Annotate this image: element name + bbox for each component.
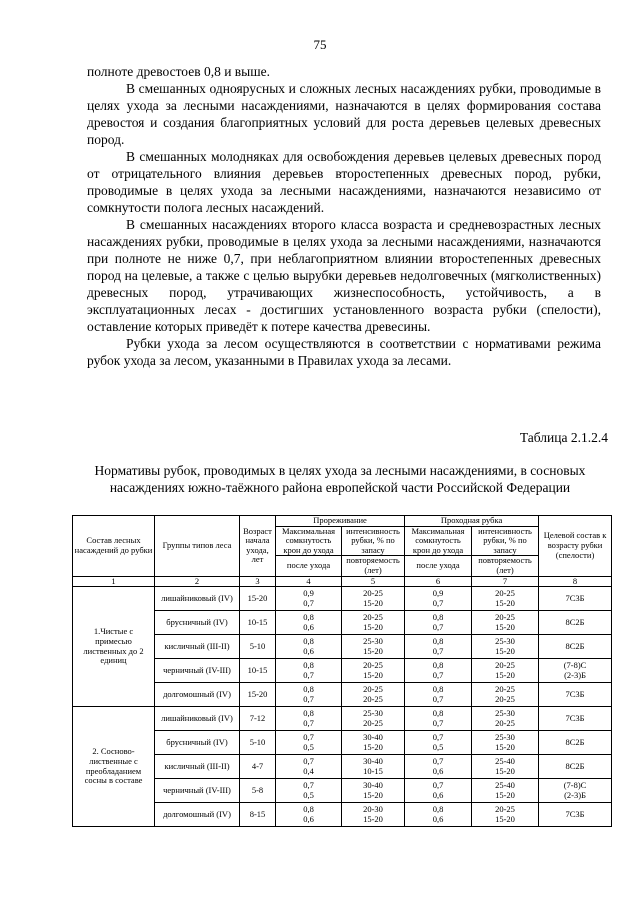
thinning-density-cell	[276, 731, 342, 755]
thinning-density-cell	[276, 635, 342, 659]
target-composition-value: 8С2Б	[565, 760, 585, 771]
target-composition-cell	[539, 731, 612, 755]
thinning-density-cell	[276, 803, 342, 827]
start-age-cell: 15-20	[240, 587, 276, 611]
target-composition-cell	[539, 755, 612, 779]
passage-density-cell	[405, 635, 472, 659]
start-age-cell: 15-20	[240, 683, 276, 707]
start-age-cell: 5-10	[240, 731, 276, 755]
passage-intensity-value: 15-20	[495, 645, 515, 656]
thinning-density-value: 0,8	[303, 636, 314, 647]
thinning-intensity-value: 25-30	[363, 708, 383, 719]
passage-intensity-value: 20-25	[495, 588, 515, 599]
thinning-intensity-cell	[342, 659, 405, 683]
thinning-intensity-cell	[342, 731, 405, 755]
paragraph: В смешанных насаждениях второго класса возраста и средневозрастных лесных насаждениях рубки, проводимые в целях ухода за лесными насаждениями, назначаются при полноте не ниже 0,7, при неблагоприятном влиянии второстепенных древесных пород на целевые, а также с целью вырубки деревьев недолговечных (мягколиственных) древесных пород, утрачивающих жизнеспособность, устойчивость, а в эксплуатационных лесах - достигших установленного возраста рубки (спелости), оставление которых приведёт к потере качества древесины.	[87, 217, 601, 334]
forest-type-cell: черничный (IV-III)	[155, 659, 240, 683]
passage-intensity-value: 15-20	[495, 789, 515, 800]
thinning-density-cell	[276, 611, 342, 635]
thinning-intensity-value: 30-40	[363, 732, 383, 743]
thinning-intensity-cell	[342, 707, 405, 731]
thinning-density-cell	[276, 659, 342, 683]
composition-cell: 1.Чистые с примесью лиственных до 2 единиц	[73, 587, 155, 707]
forest-type-cell: лишайниковый (IV)	[155, 707, 240, 731]
passage-density-cell	[405, 611, 472, 635]
thinning-density-value: 0,7	[303, 732, 314, 743]
header-target: Целевой состав к возрасту рубки (спелости)	[539, 516, 612, 577]
target-composition-cell	[539, 707, 612, 731]
thinning-density-cell	[276, 755, 342, 779]
passage-density-cell	[405, 779, 472, 803]
passage-intensity-cell	[472, 659, 539, 683]
target-composition-cell	[539, 587, 612, 611]
passage-intensity-value: 15-20	[495, 741, 515, 752]
passage-density-value: 0,6	[432, 789, 444, 800]
passage-intensity-value: 15-20	[495, 597, 515, 608]
passage-density-value: 0,7	[432, 669, 444, 680]
thinning-intensity-cell	[342, 683, 405, 707]
forest-type-cell: кисличный (III-II)	[155, 635, 240, 659]
target-composition-cell	[539, 659, 612, 683]
thinning-density-value: 0,6	[303, 621, 314, 632]
passage-density-cell	[405, 683, 472, 707]
target-composition-value: (2-3)Б	[564, 789, 586, 800]
target-composition-value: (7-8)С	[563, 660, 587, 671]
header-thinning: Прореживание	[276, 516, 405, 527]
thinning-density-value: 0,4	[303, 765, 314, 776]
thinning-intensity-value: 15-20	[363, 813, 383, 824]
passage-density-value: 0,8	[432, 708, 444, 719]
column-number: 3	[240, 576, 276, 587]
thinning-intensity-value: 20-25	[363, 588, 383, 599]
thinning-density-value: 0,8	[303, 660, 314, 671]
header-forest-types: Группы типов леса	[155, 516, 240, 577]
thinning-density-value: 0,8	[303, 708, 314, 719]
thinning-density-value: 0,7	[303, 669, 314, 680]
paragraph: В смешанных одноярусных и сложных лесных насаждениях рубки, проводимые в целях ухода за лесными насаждениями, назначаются в целях формирования состава древостоя и создания благоприятных условий для роста деревьев целевых древесных пород.	[87, 81, 601, 147]
target-composition-value: 8С2Б	[565, 736, 585, 747]
table-body	[73, 587, 612, 827]
passage-density-cell	[405, 803, 472, 827]
passage-intensity-cell	[472, 635, 539, 659]
thinning-density-value: 0,8	[303, 804, 314, 815]
thinning-density-cell	[276, 707, 342, 731]
body-text	[87, 63, 601, 369]
column-number: 5	[342, 576, 405, 587]
forest-type-cell: долгомошный (IV)	[155, 803, 240, 827]
thinning-intensity-value: 30-40	[363, 780, 383, 791]
thinning-intensity-value: 15-20	[363, 789, 383, 800]
table-row	[73, 587, 612, 611]
passage-density-cell	[405, 659, 472, 683]
passage-intensity-value: 20-25	[495, 693, 515, 704]
thinning-density-value: 0,8	[303, 684, 314, 695]
thinning-density-value: 0,7	[303, 780, 314, 791]
target-composition-value: 7С3Б	[565, 712, 585, 723]
passage-density-value: 0,7	[432, 756, 444, 767]
target-composition-cell	[539, 779, 612, 803]
thinning-density-value: 0,6	[303, 813, 314, 824]
passage-intensity-value: 25-40	[495, 780, 515, 791]
passage-density-value: 0,8	[432, 636, 444, 647]
column-number: 1	[73, 576, 155, 587]
thinning-density-cell	[276, 779, 342, 803]
start-age-cell: 10-15	[240, 611, 276, 635]
thinning-density-cell	[276, 587, 342, 611]
passage-intensity-cell	[472, 779, 539, 803]
thinning-intensity-value: 20-25	[363, 612, 383, 623]
thinning-density-value: 0,7	[303, 693, 314, 704]
target-composition-value: 7С3Б	[565, 592, 585, 603]
passage-density-value: 0,8	[432, 660, 444, 671]
forest-type-cell: брусничный (IV)	[155, 611, 240, 635]
thinning-intensity-value: 20-25	[363, 660, 383, 671]
passage-intensity-value: 15-20	[495, 669, 515, 680]
thinning-intensity-value: 15-20	[363, 597, 383, 608]
target-composition-value: 7С3Б	[565, 808, 585, 819]
thinning-intensity-cell	[342, 803, 405, 827]
start-age-cell: 5-10	[240, 635, 276, 659]
header-max-density: Максимальная сомкнутость крон до ухода	[276, 526, 342, 556]
thinning-intensity-value: 20-25	[363, 693, 383, 704]
passage-intensity-value: 25-30	[495, 708, 515, 719]
passage-density-value: 0,8	[432, 612, 444, 623]
norms-table	[72, 515, 612, 827]
thinning-intensity-value: 20-25	[363, 717, 383, 728]
passage-intensity-cell	[472, 587, 539, 611]
passage-intensity-value: 15-20	[495, 813, 515, 824]
forest-type-cell: черничный (IV-III)	[155, 779, 240, 803]
target-composition-value: (2-3)Б	[564, 669, 586, 680]
thinning-density-value: 0,6	[303, 645, 314, 656]
column-number: 4	[276, 576, 342, 587]
paragraph: В смешанных молодняках для освобождения деревьев целевых древесных пород от отрицательного влияния деревьев второстепенных древесных пород, рубки, проводимые в целях ухода за лесными насаждениями, назначаются независимо от сомкнутости полога лесных насаждений.	[87, 149, 601, 215]
composition-cell: 2. Сосново-лиственные с преобладанием сосны в составе	[73, 707, 155, 827]
passage-intensity-cell	[472, 707, 539, 731]
passage-intensity-value: 15-20	[495, 621, 515, 632]
thinning-density-value: 0,7	[303, 597, 314, 608]
passage-density-value: 0,7	[432, 780, 444, 791]
start-age-cell: 8-15	[240, 803, 276, 827]
header-after-care: после ухода	[276, 556, 342, 576]
passage-density-value: 0,8	[432, 804, 444, 815]
passage-density-value: 0,7	[432, 645, 444, 656]
passage-density-value: 0,9	[432, 588, 444, 599]
passage-intensity-value: 20-25	[495, 804, 515, 815]
passage-intensity-value: 25-30	[495, 636, 515, 647]
passage-density-value: 0,6	[432, 813, 444, 824]
thinning-intensity-value: 30-40	[363, 756, 383, 767]
thinning-density-value: 0,9	[303, 588, 314, 599]
forest-type-cell: лишайниковый (IV)	[155, 587, 240, 611]
page-number: 75	[313, 37, 327, 52]
thinning-intensity-cell	[342, 611, 405, 635]
thinning-intensity-value: 15-20	[363, 621, 383, 632]
passage-density-value: 0,7	[432, 717, 444, 728]
paragraph: Рубки ухода за лесом осуществляются в соответствии с нормативами режима рубок ухода за лесом, указанными в Правилах ухода за лесами.	[87, 336, 601, 368]
header-after-care: после ухода	[405, 556, 472, 576]
thinning-intensity-cell	[342, 779, 405, 803]
passage-intensity-cell	[472, 755, 539, 779]
passage-density-value: 0,7	[432, 693, 444, 704]
table-label: Таблица 2.1.2.4	[519, 430, 608, 445]
passage-intensity-value: 20-25	[495, 717, 515, 728]
thinning-intensity-cell	[342, 587, 405, 611]
target-composition-cell	[539, 635, 612, 659]
thinning-intensity-value: 25-30	[363, 636, 383, 647]
start-age-cell: 7-12	[240, 707, 276, 731]
column-number: 6	[405, 576, 472, 587]
thinning-density-value: 0,5	[303, 789, 314, 800]
passage-density-cell	[405, 755, 472, 779]
thinning-intensity-value: 15-20	[363, 645, 383, 656]
passage-density-cell	[405, 707, 472, 731]
passage-intensity-value: 25-40	[495, 756, 515, 767]
target-composition-value: 7С3Б	[565, 688, 585, 699]
column-number-row	[73, 576, 612, 587]
passage-intensity-value: 20-25	[495, 660, 515, 671]
target-composition-value: 8С2Б	[565, 640, 585, 651]
target-composition-value: 8С2Б	[565, 616, 585, 627]
passage-density-value: 0,7	[432, 732, 444, 743]
passage-intensity-value: 20-25	[495, 612, 515, 623]
forest-type-cell: кисличный (III-II)	[155, 755, 240, 779]
passage-density-value: 0,6	[432, 765, 444, 776]
header-repeat: повторяемость (лет)	[472, 556, 539, 576]
header-intensity: интенсивность рубки, % по запасу	[342, 526, 405, 556]
passage-density-value: 0,7	[432, 597, 444, 608]
column-number: 2	[155, 576, 240, 587]
passage-density-value: 0,5	[432, 741, 444, 752]
passage-intensity-value: 25-30	[495, 732, 515, 743]
passage-intensity-cell	[472, 683, 539, 707]
header-start-age: Возраст начала ухода, лет	[240, 516, 276, 577]
thinning-intensity-cell	[342, 635, 405, 659]
table-title: Нормативы рубок, проводимых в целях ухода за лесными насаждениями, в сосновых насаждениях южно-таёжного района европейской части Российской Федерации	[94, 463, 586, 495]
thinning-intensity-value: 10-15	[363, 765, 383, 776]
start-age-cell: 10-15	[240, 659, 276, 683]
passage-density-value: 0,7	[432, 621, 444, 632]
start-age-cell: 4-7	[240, 755, 276, 779]
passage-intensity-cell	[472, 803, 539, 827]
passage-intensity-cell	[472, 611, 539, 635]
thinning-density-cell	[276, 683, 342, 707]
thinning-intensity-value: 20-25	[363, 684, 383, 695]
target-composition-cell	[539, 803, 612, 827]
header-composition: Состав лесных насаждений до рубки	[73, 516, 155, 577]
paragraph: полноте древостоев 0,8 и выше.	[87, 64, 271, 79]
thinning-intensity-value: 20-30	[363, 804, 383, 815]
thinning-intensity-cell	[342, 755, 405, 779]
target-composition-value: (7-8)С	[563, 780, 587, 791]
thinning-density-value: 0,5	[303, 741, 314, 752]
header-max-density: Максимальная сомкнутость крон до ухода	[405, 526, 472, 556]
thinning-density-value: 0,7	[303, 756, 314, 767]
thinning-density-value: 0,7	[303, 717, 314, 728]
start-age-cell: 5-8	[240, 779, 276, 803]
passage-density-cell	[405, 731, 472, 755]
table-row	[73, 707, 612, 731]
thinning-intensity-value: 15-20	[363, 669, 383, 680]
header-intensity: интенсивность рубки, % по запасу	[472, 526, 539, 556]
thinning-intensity-value: 15-20	[363, 741, 383, 752]
header-repeat: повторяемость (лет)	[342, 556, 405, 576]
column-number: 8	[539, 576, 612, 587]
passage-intensity-value: 20-25	[495, 684, 515, 695]
thinning-density-value: 0,8	[303, 612, 314, 623]
passage-density-value: 0,8	[432, 684, 444, 695]
passage-intensity-value: 15-20	[495, 765, 515, 776]
target-composition-cell	[539, 683, 612, 707]
target-composition-cell	[539, 611, 612, 635]
passage-density-cell	[405, 587, 472, 611]
column-number: 7	[472, 576, 539, 587]
forest-type-cell: долгомошный (IV)	[155, 683, 240, 707]
forest-type-cell: брусничный (IV)	[155, 731, 240, 755]
passage-intensity-cell	[472, 731, 539, 755]
header-passage: Проходная рубка	[405, 516, 539, 527]
